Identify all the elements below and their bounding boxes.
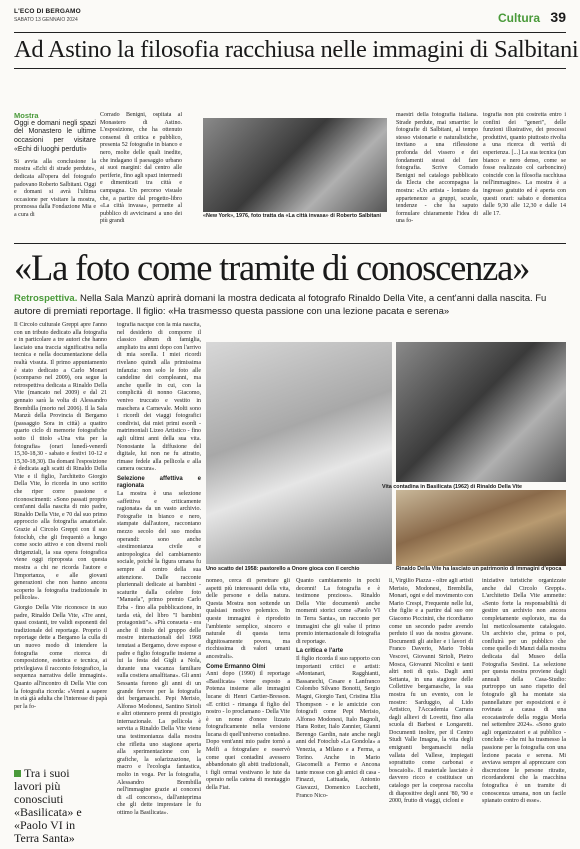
article1-body1: Si avvia alla conclusione la mostra «Echi di strade perdute», dedicata all'opera del fotografo padovano Roberto Salbitani. Oggi e domani si avrà l'ultima occasione per visitare la mostra, promossa dalla Fondazione Mia e a cura di bbox=[14, 158, 96, 218]
article2-subhead: Selezione affettiva e ragionata bbox=[117, 475, 201, 490]
article2-subhead4: La critica e l'arte bbox=[296, 648, 344, 655]
article2-col2 bbox=[117, 322, 201, 842]
article2-col4 bbox=[296, 578, 380, 840]
article1-col2 bbox=[100, 112, 182, 238]
article1-sub: Oggi e domani negli spazi del Monastero le ultime occasioni per visitare «Echi di luoghi perduti» bbox=[14, 119, 96, 153]
article2-body6: iniziative turistiche organizzate anche dal Circolo Greppi». L'architetto Della Vite ammette: «Sento forte la responsabilità di gestire un archivio non ancora completamente esplorato, ma da lui meticolosamente catalogato. Un archivio che, prima o poi, confluirà per un pubblico che come quello di Manzi dalla mostra dedicata dal Museo della Fotografia Sestini. La selezione per questa mostra proviene dagli annuali della Casa-Studio: purtroppo un sano rispetto del fotografo gli ha montate sia pannellature per esposizioni e è rovinata a causa di una ecocatastrofe della roggia Morla nel settembre 2024». «Sono grato agli organizzatori e ai pubblico - conclude - che mi ha trasmesso la passione per la fotografia con una lezione pacata e serena. Mi avviava sempre al apprezzare con discrezione le persone ritratte, ricordandomi che la macchina fotografica è un tramite di conoscenza umana, non un facile spianato contro di esse». bbox=[482, 578, 566, 805]
article2-body5: li, Virgilio Piazza - oltre agli artisti Merisio, Modonesi, Brembilla, Monari, ogni e del movimento con Mario Crespi, Frequente nelle lui, che figlie e a partire dal suo ore Giacomo Piccinini, che ricordiamo come un secondo padre avendo perduto il suo da nostra giovane. Documenti gli atelier e i lavori di Franco Daverio, Mario Tobia Vescovi, Giovanni Sirtoli, Pietro Mosca, Giovanni Nicolini e tanti altri noti di qui». Dagli anni Settanta, in una stagione delle Collettive bergamasche, la sua mostra fu un evento, con le mostre: Sarduggio, al Lido Artistico, l'Accademia Carrara dagli allievi di Lovetti, fino alla scuola di Barbesi e Longaretti. Documenti inoltre, per il Centro Studi Valle Imagna, la vita degli emigranti bergamaschi nella vallata del Vallese, impiegati soprattutto come carbonai e boscaioli». Il materiale lasciato è davvero ricco e costituisce un catalogo per la coeprosa raccolta di diapositive degli anni '80, '90 e 2000, frutto di viaggi, cicloni e bbox=[389, 578, 473, 805]
article2-body2b: La mostra è una selezione «affettiva e criticamente ragionata» da un vasto archivio. Fotografie in bianco e nero, stampate dall'autore, raccontano mezzo secolo del suo modus operandi: sono anche «testimonianza civile e antropologica del cambiamento sociale, poiché la figura umana fu sempre al centro della sua attenzione. Dalle racconte pluriennali dedicate ai bambini - scaturite dalla celebre foto "Manuela", primo premio Carlo Erba - fino alla pubblicazione, in tarda età, del libro "I bambini protagonisti"». «Più consueta - era anche il titolo del gruppo delle mostre internazionali del 1968 tenutasi a Bergamo, dove espose e padre e figlio fotografie insieme a lui la festa del Gigli a Nola, durante una vacanza familiare sulla costiera amalfitana». Gli anni Sessanta furono gli anni di un grande fervore per la fotografia dei bergamaschi. Pepi Merisio, Alfonso Modonesi, Santino Sirtoli e altri ottennero premi di prestigio internazionale. La pellicola è servita a Rinaldo Della Vite viene una testimonianza dalla mostra che rifletta uno stagione aperta alla sperimentazione con le grafiche, la solarizzazione, la macro e l'ecologia fantastica, molto in voga. Per la fotografia, Alessandro Brembilla nell'immagine grazie ai concorsi di «Il concorso», dall'anteprima che gli dette imprestare le fu ottimo la Basilicata». bbox=[117, 491, 201, 816]
dateline: SABATO 13 GENNAIO 2024 bbox=[14, 17, 78, 23]
pull-quote bbox=[14, 767, 92, 845]
article2-caption3: Rinaldo Della Vite ha lasciato un patrimonio di immagini d'epoca bbox=[396, 566, 562, 572]
article2-body2: tografia nacque con la mia nascita, nel desiderio di comporre il classico album di famiglia, ampliato tra anni dopo con l'arrivo di mia sorella. I miei ricordi rivelano quindi alla primissima infanzia: non solo le foto alle candeline dei compleanni, ma anche quelle in cui, con la complicità di nonno Giacomo, venivo truccato e vestito in maschera a Carnevale. Molti sono i ricordi dei viaggi fotografici condivisi, dai miei primi esordi - matrimoniali Lizeo Artistico - fino agli ultimi anni della sua vita. Nonostante la diffusione del digitale, lui non ne fu attratto, rimase fedele alla pellicola e alla camera oscura». bbox=[117, 322, 201, 473]
article2-caption2: Vita contadina in Basilicata (1962) di Rinaldo Della Vite bbox=[382, 484, 523, 490]
article1-photo-caption: «New York», 1976, foto tratta da «La città invasa» di Roberto Salbitani bbox=[203, 213, 382, 219]
article2-body4: Quanto cambiamento in pochi decenni! La fotografia e è testimone prezioso». Rinaldo Della Vite documentò anche momenti storici come «Paolo VI in Terra Santa», un racconto per immagini che gli valse il primo premio internazionale di fotografia di reportage. bbox=[296, 578, 380, 645]
article1-kicker: Mostra bbox=[14, 112, 39, 120]
article1-photo bbox=[203, 118, 387, 212]
article2-lead: Nella Sala Manzù aprirà domani la mostra dedicata al fotografo Rinaldo Della Vite, a cent'anni dalla nascita. Fu autore di premiati reportage. Il figlio: «Ha trasmesso questa passione con una lezione pacata e serena» bbox=[14, 293, 547, 317]
article1-col1 bbox=[14, 112, 96, 238]
divider bbox=[14, 68, 566, 69]
divider bbox=[14, 243, 566, 244]
article2-col5 bbox=[389, 578, 473, 840]
article2-body1: Il Circolo culturale Greppi apre l'anno con un tributo dedicato alla fotografia e in particolare a tre autori che hanno lasciato una traccia significativa nella tecnica e nella documentazione della realtà vissuta. Il primo appuntamento è stato dedicato a Carlo Monari (scomparso nel 2009), ora segue la retrospettiva dedicata a Rinaldo Della Vite (mancato nel 2009) e dal 21 gennaio sarà la volta di Alessandro Brembilla (morto nel 2006). Il la Sala Manzù della Provincia di Bergamo (passaggio Sora in città) a quattro quarto ciclo di memorie fotografiche sotto il titolo «Una vita per la fotografia» (orari lunedì-venerdì 15,30-18,30 - sabato e festivi 10-12 e 15,30-18,30). Da domani l'esposizione è dedicata agli scatti di Rinaldo Della Vite e il figlio, l'architetto Giorgio Della Vite, lo ricorda in uno scritto che riper corre passione e riconoscimenti: «Sono passati proprio cent'anni dalla nascita di mio padre, Rinaldo Della Vite, e 70 dal suo primo approccio alla fotografia amatoriale. Grazie al Circolo Greppi con il suo fotoclub, che gli frequentò a lungo come socio attivo e con diversi ruoli dirigenziali, la sua opera fotografica viene oggi riproposta con questa mostra a chi ne ricorda l'autore e l'importanza, e alle giovani generazioni che non hanno ancora scoperto la fotografia tradizionale in pellicola». bbox=[14, 322, 107, 602]
article2-photo-portrait bbox=[396, 490, 566, 566]
article2-photo-pastorello bbox=[206, 342, 392, 564]
article2-headline: «La foto come tramite di conoscenza» bbox=[14, 247, 530, 288]
page-number: 39 bbox=[550, 9, 566, 25]
masthead: L'ECO DI BERGAMO bbox=[14, 8, 81, 15]
bullet-square-icon bbox=[14, 770, 21, 777]
article1-headline: Ad Astino la filosofia racchiusa nelle immagini di Salbitani bbox=[14, 36, 579, 63]
article1-body2: Corrado Benigni, ospitata al Monastero di Astino. L'esposizione, che ha ottenuto consensi di critica e pubblico, presenta 52 fotografie in bianco e nero, molte delle quali inedite, che indagano il paesaggio urbano ai suoi margini: dal centro alle periferie, fino agli spazi intermedi e dimenticati tra città e campagna. Un percorso visuale che, a partire dal progetto-libro «La città invasa», permette al pubblico di avvicinarsi a uno dei più grandi bbox=[100, 112, 182, 225]
article2-photo-basilicata bbox=[396, 342, 566, 482]
article2-col3 bbox=[206, 578, 290, 840]
section-label: Cultura bbox=[498, 11, 540, 25]
article1-col4 bbox=[483, 112, 566, 238]
pull-quote-text: Tra i suoi lavori più conosciuti «Basilicata» e «Paolo VI in Terra Santa» bbox=[14, 766, 82, 845]
article2-caption1: Uno scatto del 1958: pastorello a Onore gioca con il cerchio bbox=[206, 566, 360, 572]
article2-col6 bbox=[482, 578, 566, 840]
article1-body3: maestri della fotografia italiana. Strade perdute, mai smarrite: le fotografie di Salbitani, al tempo stesso visionarie e naturalistiche, invitano a una riflessione profonda del vissero e dei fondamenti stessi del fare fotografia. Scrive Corrado Benigni nel catalogo pubblicato da Electa che accompagna la mostra: «Un artista - lontano da appartenenze a gruppi, scuole, tendenze - che ha saputo formulare chiaramente l'idea di una fo- bbox=[396, 112, 478, 225]
article1-body4: tografia non più costretta entro i confini dei "generi", delle funzioni illustrative, dei processi produttivi, quanto piuttosto rivolta a una ricerca di verità di esperienza. [...] La sua tecnica (un bianco e nero denso, come se fosse realizzato col carboncino) coincide con la filosofia racchiusa nell'immagine». La mostra è a ingresso gratuito ed è aperta con questi orari: sabato e domenica dalle 9,30 alle 12,30 e dalle 14 alle 17. bbox=[483, 112, 566, 217]
article2-col1 bbox=[14, 322, 107, 762]
article1-col3 bbox=[396, 112, 478, 238]
article2-lead-block bbox=[14, 292, 570, 318]
article2-body4b: Il figlio ricorda il suo rapporto con importanti critici e artisti: «Montanari, Ragghianti, Bassanechi, Cesare e Lanfranco Colombo Silvano Bonotti, Sergio Magni, Giorgio Tani, Cristina Elia Thompson - e le amicizie con fotografi come Pepi Merisio, Alfonso Modonesi, Italo Bagnoli, Hans Rotter, Italo Zannier, Gianni Berengo Gardin, nate anche negli anni del Fotoclub «La Gondola» a Venezia, a Milano e a Ferma, a Torino. Anche in Mario Giacomelli a Fermo e Ancona tante mosse con gli amici di casa - Finazzi, Lattuada, Antonio Giavazzi, Domenico Lucchetti, Franco Nico- bbox=[296, 655, 380, 799]
article2-subhead3: Come Ermanno Olmi bbox=[206, 663, 266, 670]
page-header bbox=[14, 6, 566, 33]
article2-body1b: Giorgio Della Vite riconosce in suo padre, Rinaldo Della Vite, «Tre anni, quasi costanti, tre validi esponenti del tradizionale del reportage. Proprio il reportage dette a Bergamo la culla di un nuovo modo di intendere la fotografia come ricerca di composizione, estetica e tecnica, ai privilegiava il racconto fotografico, la sequenza narrativa delle immagini». Quanto all'incontro di Della Vite con la fotografia ricorda: «Venni a sapere in età già adulta che l'interesse di papà per la fo- bbox=[14, 604, 107, 710]
article2-body3: nomeo, cerca di penetrare gli aspetti più interessanti della vita, delle persone e della natura. Questa Mostra non sottende un qualsiasi motivo polemico. In queste immagini è riprodotto l'ambiente semplice, sincero e naturale di questa terra dignitosamente povera, ma ricchissima di valori umani ancestrali». bbox=[206, 578, 290, 660]
article2-body3b: Anni dopo (1990) il reportage «Basilicata» viene esposto a Potenza insieme alle immagini lucane di Henri Cartier-Bresson. «E critici - rimanga il figlio del nostro - lo proclamano - Della Vite è un nome d'onore lizzato fotograficamente nella versione lucana di quell'universo contadino. Dopo vent'anni mio padre tornò a Melfi a fotografare e osservò come quei contadini avessero abbandonato gli abiti tradizionali, i figli ormai vestivano le tute da operaio nella catena di montaggio della Fiat. bbox=[206, 671, 290, 792]
article2-kicker: Retrospettiva. bbox=[14, 293, 78, 304]
